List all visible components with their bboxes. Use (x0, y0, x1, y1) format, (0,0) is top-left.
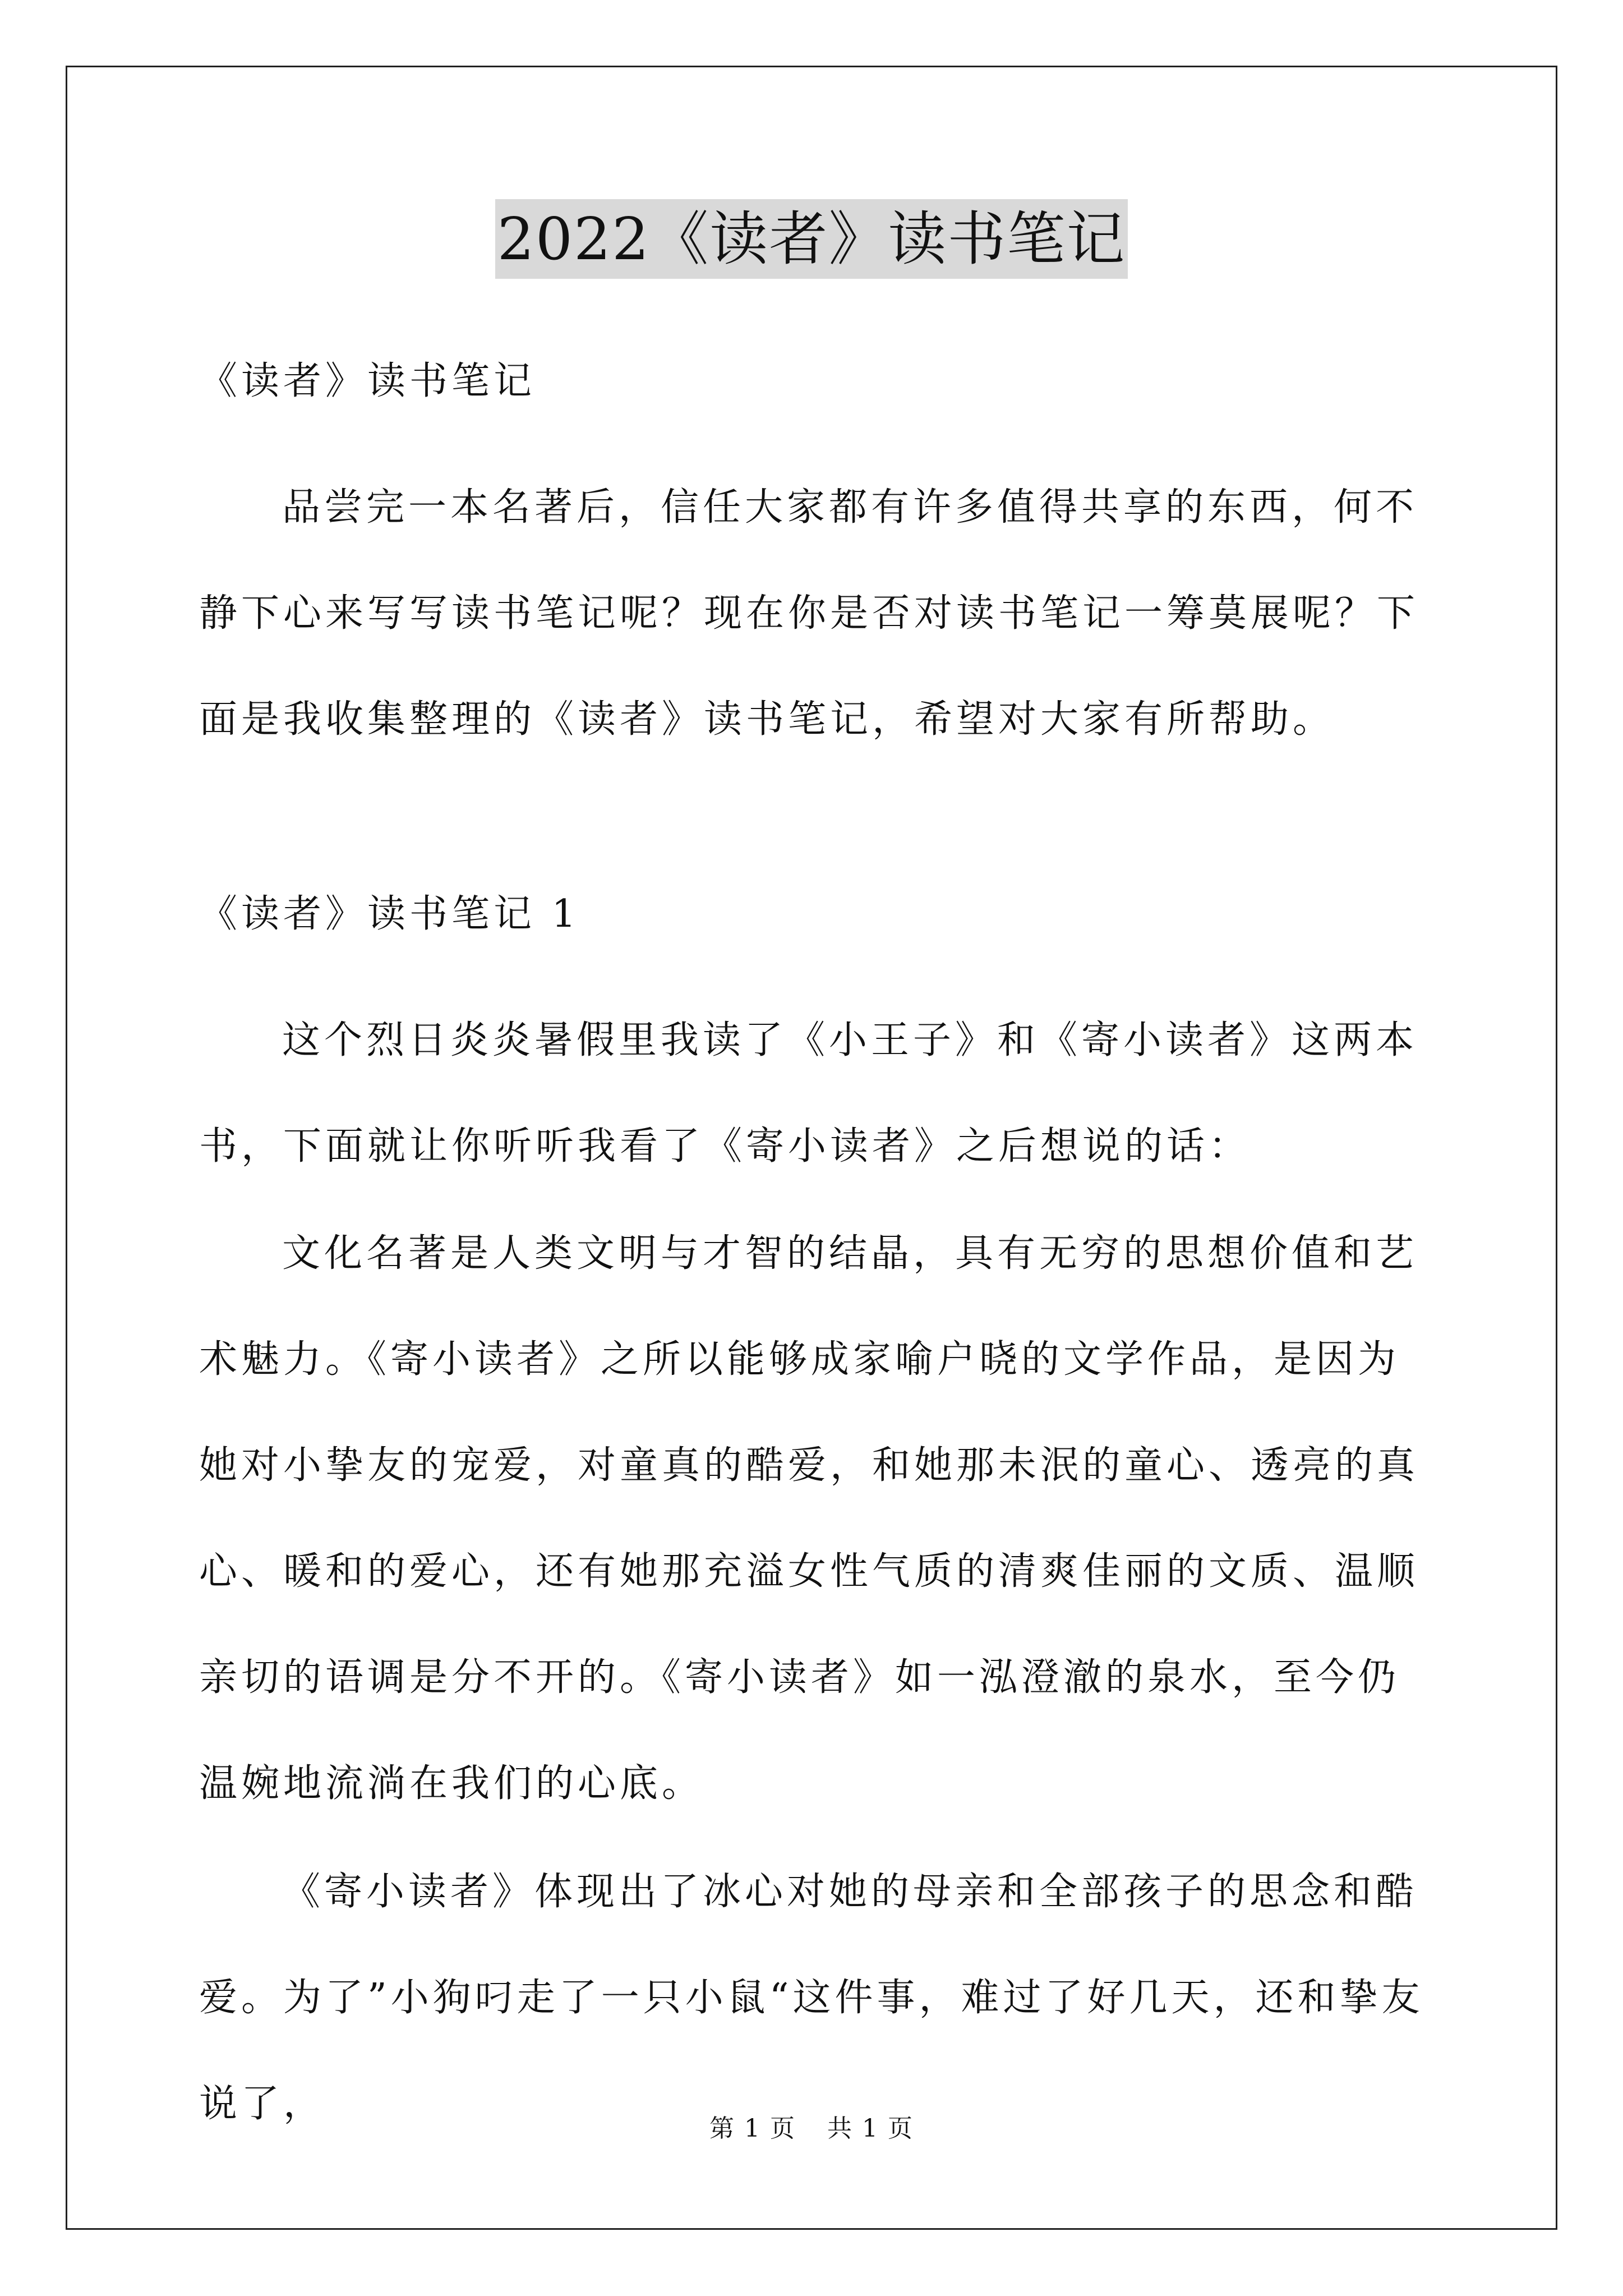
page-footer (0, 2112, 1623, 2146)
document-subtitle: 《读者》读书笔记 (199, 359, 536, 403)
intro-paragraph: 品尝完一本名著后，信任大家都有许多值得共享的东西，何不静下心来写写读书笔记呢？现在你是否对读书笔记一筹莫展呢？下面是我收集整理的《读者》读书笔记，希望对大家有所帮助。 (199, 485, 1419, 742)
page-total: 共 1 页 (827, 2114, 914, 2143)
title-container (0, 199, 1623, 279)
section-heading: 《读者》读书笔记 1 (199, 892, 580, 936)
body-paragraph-3: 《寄小读者》体现出了冰心对她的母亲和全部孩子的思念和酷爱。为了”小狗叼走了一只小鼠“这件事，难过了好几天，还和挚友说了， (199, 1870, 1424, 2126)
page-number: 第 1 页 (709, 2114, 796, 2143)
body-paragraph-2: 文化名著是人类文明与才智的结晶，具有无穷的思想价值和艺术魅力。《寄小读者》之所以能够成家喻户晓的文学作品，是因为她对小挚友的宠爱，对童真的酷爱，和她那未泯的童心、透亮的真心、暖和的爱心，还有她那充溢女性气质的清爽佳丽的文质、温顺亲切的语调是分不开的。《寄小读者》如一泓澄澈的泉水，至今仍温婉地流淌在我们的心底。 (199, 1231, 1419, 1806)
body-paragraph-1: 这个烈日炎炎暑假里我读了《小王子》和《寄小读者》这两本书，下面就让你听听我看了《寄小读者》之后想说的话： (199, 1018, 1418, 1168)
document-title: 2022《读者》读书笔记 (495, 199, 1128, 279)
